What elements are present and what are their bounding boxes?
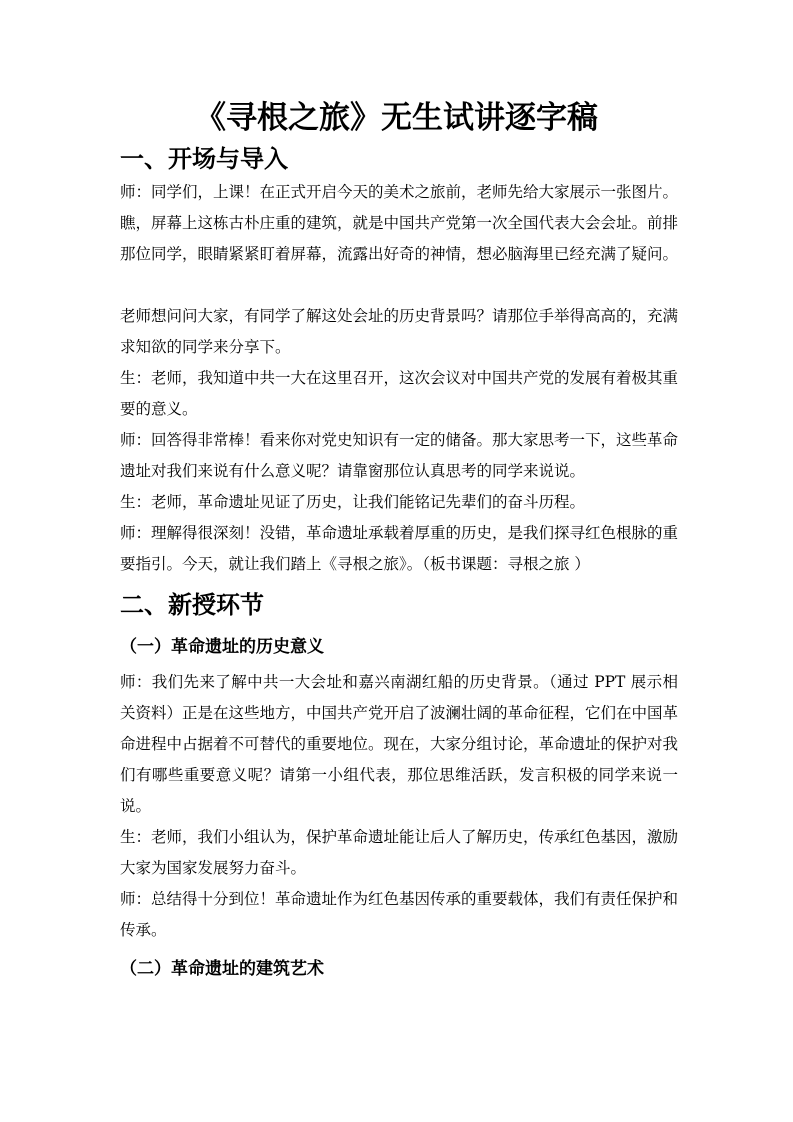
subsection-heading-historical-significance: （一）革命遗址的历史意义 <box>120 637 324 657</box>
paragraph: 师：我们先来了解中共一大会址和嘉兴南湖红船的历史背景。（通过 PPT 展示相关资料）正是在这些地方，中国共产党开启了波澜壮阔的革命征程，它们在中国革命进程中占据着不可替代的重要地位。现在，大家分组讨论，革命遗址的保护对我们有哪些重要意义呢？请第一小组代表，那位思维活跃，发言积极的同学来说一说。 <box>120 673 679 815</box>
subsection-heading-architectural-art: （二）革命遗址的建筑艺术 <box>120 959 324 979</box>
paragraph: 师：理解得很深刻！没错，革命遗址承载着厚重的历史，是我们探寻红色根脉的重要指引。今天，就让我们踏上《寻根之旅》。（板书课题：寻根之旅 ） <box>120 524 679 573</box>
paragraph: 师：同学们，上课！在正式开启今天的美术之旅前，老师先给大家展示一张图片。瞧，屏幕上这栋古朴庄重的建筑，就是中国共产党第一次全国代表大会会址。前排那位同学，眼睛紧紧盯着屏幕，流露出好奇的神情，想必脑海里已经充满了疑问。 <box>120 183 679 263</box>
paragraph: 师：总结得十分到位！革命遗址作为红色基因传承的重要载体，我们有责任保护和传承。 <box>120 890 679 939</box>
paragraph: 生：老师，革命遗址见证了历史，让我们能铭记先辈们的奋斗历程。 <box>120 493 586 511</box>
paragraph: 老师想问问大家，有同学了解这处会址的历史背景吗？请那位手举得高高的，充满求知欲的同学来分享下。 <box>120 307 679 356</box>
paragraph: 生：老师，我们小组认为，保护革命遗址能让后人了解历史，传承红色基因，激励大家为国家发展努力奋斗。 <box>120 828 679 877</box>
paragraph: 师：回答得非常棒！看来你对党史知识有一定的储备。那大家思考一下，这些革命遗址对我们来说有什么意义呢？请靠窗那位认真思考的同学来说说。 <box>120 431 679 480</box>
paragraph: 生：老师，我知道中共一大在这里召开，这次会议对中国共产党的发展有着极其重要的意义。 <box>120 369 679 418</box>
document-title: 《寻根之旅》无生试讲逐字稿 <box>195 100 598 136</box>
section-heading-new-lesson: 二、新授环节 <box>120 590 264 619</box>
section-heading-opening: 一、开场与导入 <box>120 144 288 173</box>
